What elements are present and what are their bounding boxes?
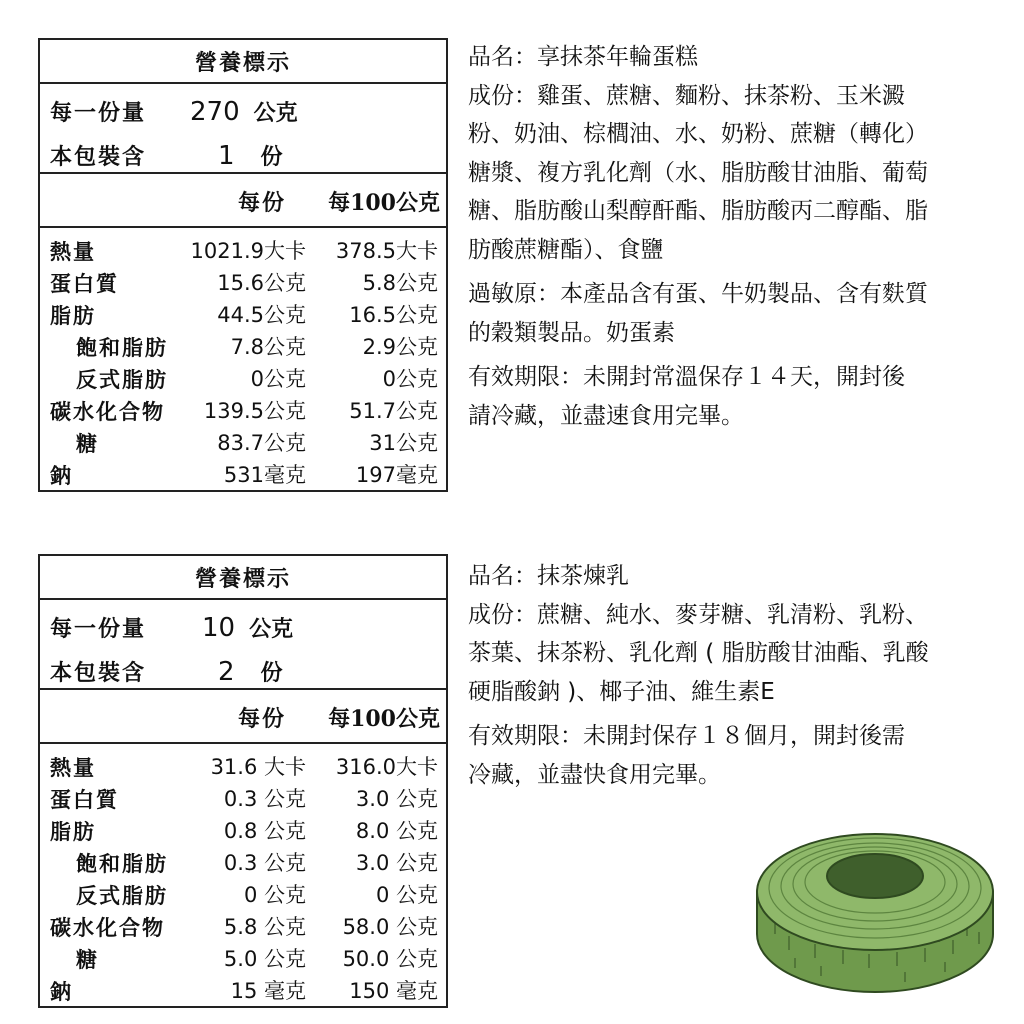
servings-unit: 份 — [260, 660, 283, 686]
nutrient-row-fat — [40, 814, 446, 846]
nutrient-per-100g: 51.7公克 — [349, 399, 438, 423]
nutrition-title: 營養標示 — [40, 40, 446, 84]
nutrition-label-1 — [38, 38, 448, 492]
serving-size-label: 每一份量 — [50, 616, 147, 642]
nutrient-per-100g: 150 毫克 — [349, 979, 438, 1003]
nutrient-row-sodium — [40, 458, 446, 490]
nutrient-name: 飽和脂肪 — [76, 851, 168, 876]
nutrient-per-100g: 8.0 公克 — [355, 819, 438, 843]
nutrient-rows — [40, 744, 446, 1006]
nutrient-per-serving: 7.8公克 — [230, 335, 306, 359]
nutrient-per-100g: 197毫克 — [355, 463, 438, 487]
ingredients-line: 成份：蔗糖、純水、麥芽糖、乳清粉、乳粉、 — [468, 601, 928, 628]
nutrient-per-serving: 0 公克 — [243, 883, 306, 907]
nutrient-per-100g: 0 公克 — [375, 883, 438, 907]
nutrient-per-serving: 531毫克 — [223, 463, 306, 487]
col-per-serving: 每份 — [237, 706, 286, 732]
nutrient-per-serving: 5.8 公克 — [223, 915, 306, 939]
nutrient-per-100g: 316.0大卡 — [335, 755, 438, 779]
nutrient-row-saturated-fat — [40, 846, 446, 878]
column-header — [40, 690, 446, 744]
shelf-life-line: 請冷藏，並盡速食用完畢。 — [468, 402, 744, 429]
cake-hole — [827, 854, 923, 898]
nutrient-per-serving: 139.5公克 — [203, 399, 306, 423]
nutrient-per-100g: 3.0 公克 — [355, 787, 438, 811]
ingredients-line: 肪酸蔗糖酯）、食鹽 — [468, 236, 664, 263]
nutrient-name: 碳水化合物 — [50, 915, 165, 940]
product-name: 品名：享抹茶年輪蛋糕 — [468, 44, 698, 70]
ingredients-line: 粉、奶油、棕櫚油、水、奶粉、蔗糖（轉化） — [468, 121, 928, 147]
servings-label: 本包裝含 — [50, 660, 147, 686]
nutrient-row-protein — [40, 266, 446, 298]
nutrient-row-energy — [40, 234, 446, 266]
nutrient-name: 糖 — [76, 947, 99, 972]
shelf-life-line: 有效期限：未開封常溫保存１４天，開封後 — [468, 364, 905, 390]
nutrient-name: 反式脂肪 — [76, 883, 168, 908]
nutrient-name: 熱量 — [50, 239, 96, 264]
nutrient-row-saturated-fat — [40, 330, 446, 362]
nutrition-title: 營養標示 — [40, 556, 446, 600]
column-header — [40, 174, 446, 228]
serving-size-row — [50, 612, 293, 643]
nutrient-name: 蛋白質 — [50, 787, 119, 812]
nutrient-name: 熱量 — [50, 755, 96, 780]
nutrient-per-100g: 2.9公克 — [362, 335, 438, 359]
nutrient-row-sugar — [40, 942, 446, 974]
nutrient-per-100g: 3.0 公克 — [355, 851, 438, 875]
col-per-100g: 每100公克 — [328, 706, 440, 732]
allergen-line: 的穀類製品。奶蛋素 — [468, 319, 675, 346]
serving-info — [40, 84, 446, 174]
servings-value: 2 — [218, 657, 235, 687]
nutrient-row-carbohydrate — [40, 910, 446, 942]
nutrient-name: 糖 — [76, 431, 99, 456]
nutrient-per-100g: 378.5大卡 — [335, 239, 438, 263]
nutrient-per-100g: 5.8公克 — [362, 271, 438, 295]
nutrient-row-fat — [40, 298, 446, 330]
servings-label: 本包裝含 — [50, 144, 147, 170]
allergen-line: 過敏原：本產品含有蛋、牛奶製品、含有麩質 — [468, 281, 928, 307]
nutrient-per-serving: 83.7公克 — [217, 431, 306, 455]
nutrient-name: 脂肪 — [50, 819, 96, 844]
nutrient-row-sodium — [40, 974, 446, 1006]
serving-size-unit: 公克 — [249, 616, 294, 642]
nutrient-per-serving: 31.6 大卡 — [210, 755, 306, 779]
shelf-life-line: 冷藏，並盡快食用完畢。 — [468, 761, 721, 788]
nutrient-per-serving: 15.6公克 — [217, 271, 306, 295]
nutrient-row-trans-fat — [40, 362, 446, 394]
ingredients-line: 茶葉、抹茶粉、乳化劑 ( 脂肪酸甘油酯、乳酸 — [468, 640, 929, 666]
nutrient-per-100g: 58.0 公克 — [342, 915, 438, 939]
product-info-1 — [468, 38, 1008, 435]
nutrient-per-serving: 0公克 — [250, 367, 306, 391]
nutrient-per-serving: 44.5公克 — [217, 303, 306, 327]
nutrient-per-serving: 5.0 公克 — [223, 947, 306, 971]
nutrient-row-sugar — [40, 426, 446, 458]
serving-info — [40, 600, 446, 690]
servings-per-package-row — [50, 140, 283, 171]
baumkuchen-cake-illustration — [755, 826, 995, 996]
nutrient-per-100g: 50.0 公克 — [342, 947, 438, 971]
nutrient-name: 鈉 — [50, 463, 73, 488]
nutrient-per-serving: 1021.9大卡 — [190, 239, 306, 263]
nutrient-name: 碳水化合物 — [50, 399, 165, 424]
nutrient-per-serving: 15 毫克 — [230, 979, 306, 1003]
nutrient-per-100g: 0公克 — [382, 367, 438, 391]
ingredients-line: 糖、脂肪酸山梨醇酐酯、脂肪酸丙二醇酯、脂 — [468, 198, 928, 224]
nutrient-per-serving: 0.3 公克 — [223, 787, 306, 811]
col-per-100g: 每100公克 — [328, 190, 440, 216]
nutrient-name: 蛋白質 — [50, 271, 119, 296]
nutrient-name: 脂肪 — [50, 303, 96, 328]
nutrient-rows — [40, 228, 446, 490]
nutrient-name: 飽和脂肪 — [76, 335, 168, 360]
shelf-life-line: 有效期限：未開封保存１８個月，開封後需 — [468, 723, 905, 749]
nutrient-row-protein — [40, 782, 446, 814]
serving-size-row — [50, 96, 298, 127]
nutrient-row-trans-fat — [40, 878, 446, 910]
product-name: 品名：抹茶煉乳 — [468, 563, 629, 589]
nutrient-per-serving: 0.8 公克 — [223, 819, 306, 843]
nutrient-name: 鈉 — [50, 979, 73, 1004]
serving-size-value: 10 — [202, 613, 236, 643]
nutrient-per-100g: 31公克 — [369, 431, 438, 455]
serving-size-value: 270 — [190, 97, 240, 127]
nutrition-label-2 — [38, 554, 448, 1008]
ingredients-line: 糖漿、複方乳化劑（水、脂肪酸甘油脂、葡萄 — [468, 159, 928, 186]
nutrient-row-carbohydrate — [40, 394, 446, 426]
col-per-serving: 每份 — [237, 190, 286, 216]
servings-per-package-row — [50, 656, 283, 687]
servings-value: 1 — [218, 141, 235, 171]
product-info-2 — [468, 557, 1008, 794]
nutrient-row-energy — [40, 750, 446, 782]
nutrient-per-100g: 16.5公克 — [349, 303, 438, 327]
ingredients-line: 成份：雞蛋、蔗糖、麵粉、抹茶粉、玉米澱 — [468, 82, 905, 109]
nutrient-name: 反式脂肪 — [76, 367, 168, 392]
serving-size-label: 每一份量 — [50, 100, 147, 126]
serving-size-unit: 公克 — [253, 100, 298, 126]
servings-unit: 份 — [260, 144, 283, 170]
nutrient-per-serving: 0.3 公克 — [223, 851, 306, 875]
ingredients-line: 硬脂酸鈉 )、椰子油、維生素E — [468, 678, 775, 705]
